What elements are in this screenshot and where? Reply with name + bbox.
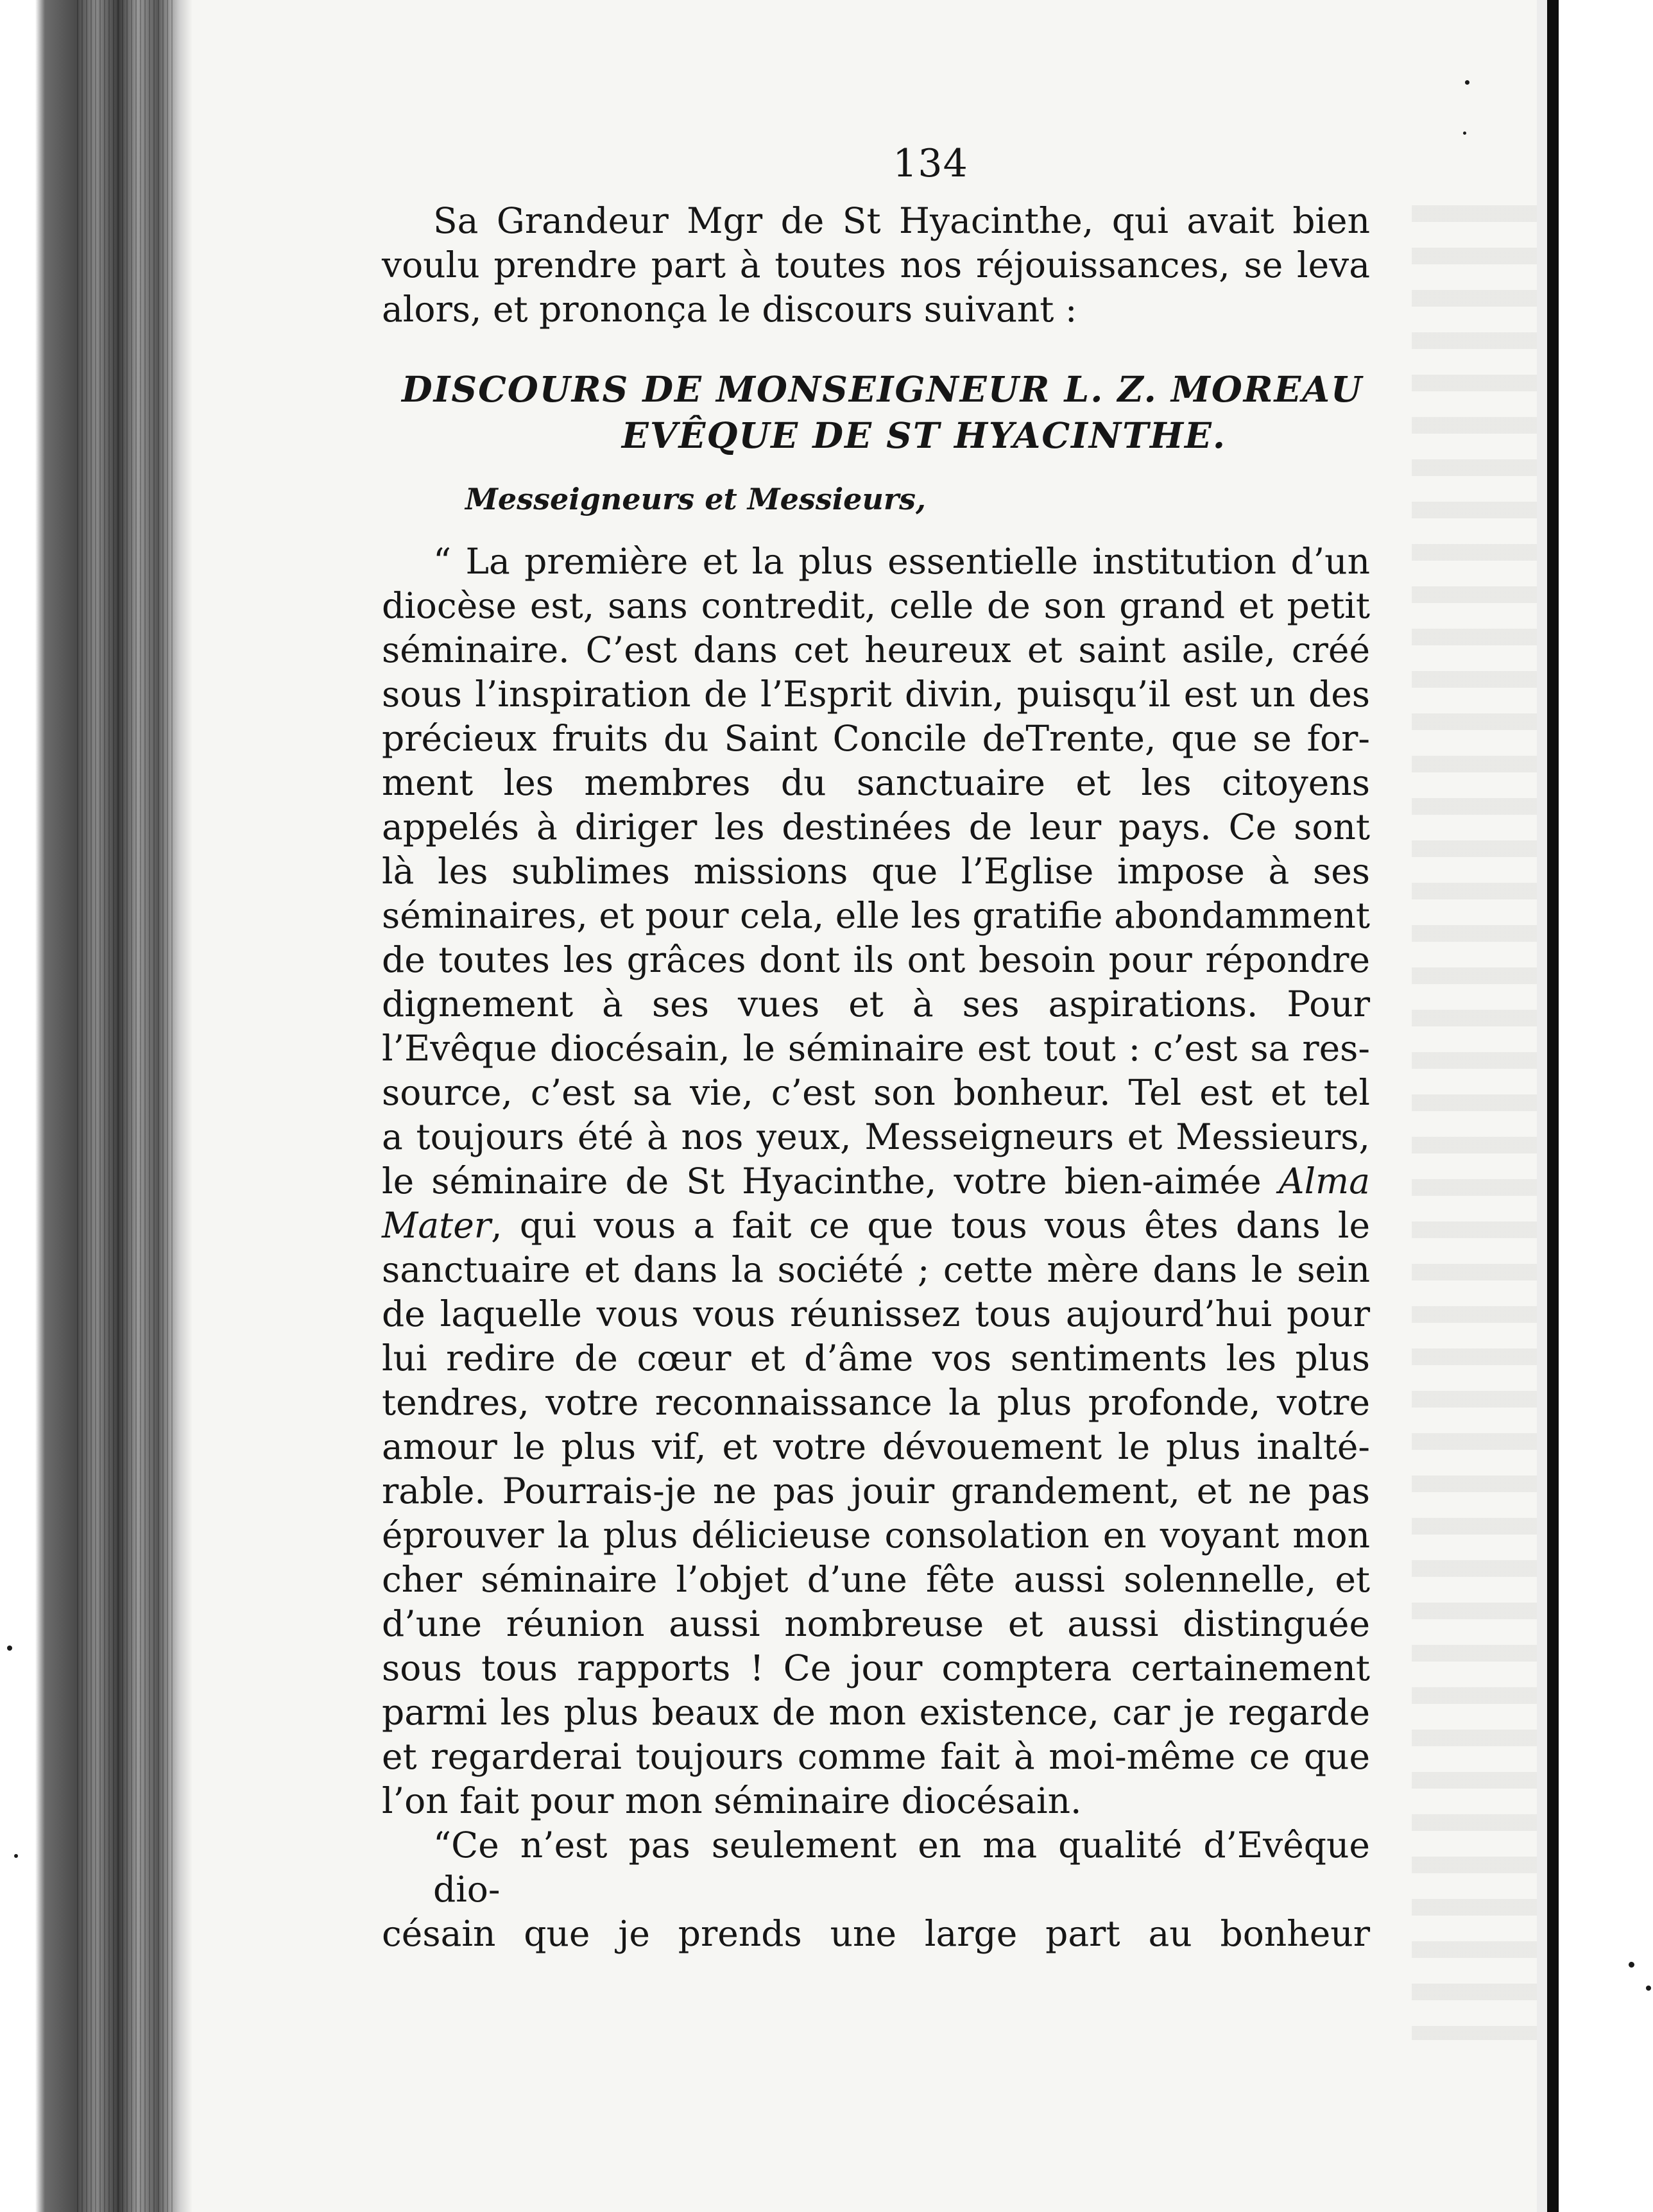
page-number: 134 [893, 141, 968, 186]
dust-speck [14, 1854, 18, 1858]
speech-line: l’on fait pour mon séminaire diocésain. [382, 1780, 1082, 1821]
speech-line: séminaire. C’est dans cet heureux et saint asile, créé [382, 629, 1370, 670]
speech-line: séminaires, et pour cela, elle les gratifie abondamment [382, 895, 1370, 936]
intro-line-3: alors, et prononça le discours suivant : [382, 289, 1077, 330]
mater-line-text: , qui vous a fait ce que tous vous êtes dans le [491, 1205, 1370, 1246]
intro-line-2: voulu prendre part à toutes nos réjouissances, se leva [382, 244, 1370, 285]
right-margin [1559, 0, 1653, 2212]
speech-line: amour le plus vif, et votre dévouement le plus inalté- [382, 1426, 1370, 1467]
alma-italic: Alma [1278, 1161, 1370, 1202]
dust-speck [1646, 1986, 1651, 1991]
dust-speck [1463, 132, 1466, 135]
speech-line: sanctuaire et dans la société ; cette mère dans le sein [382, 1249, 1370, 1290]
speech-heading [382, 366, 1370, 459]
speech-line: tendres, votre reconnaissance la plus profonde, votre [382, 1382, 1370, 1423]
dust-speck [1629, 1962, 1634, 1968]
speech-line: de toutes les grâces dont ils ont besoin pour répondre [382, 939, 1370, 980]
speech-line: dignement à ses vues et à ses aspirations. Pour [382, 983, 1370, 1025]
intro-line-1: Sa Grandeur Mgr de St Hyacinthe, qui avait bien [433, 200, 1370, 241]
speech-line: “ La première et la plus essentielle institution d’un [433, 541, 1370, 582]
text-column [382, 128, 1370, 1989]
mater-italic: Mater [382, 1205, 492, 1246]
right-frame-border [1547, 0, 1559, 2212]
second-paragraph [382, 1823, 1370, 1956]
speech-line-alma [382, 1159, 1370, 1204]
speech-line: parmi les plus beaux de mon existence, car je regarde [382, 1692, 1370, 1733]
speech-line: source, c’est sa vie, c’est son bonheur. Tel est et tel [382, 1072, 1370, 1113]
speech-line: cher séminaire l’objet d’une fête aussi solennelle, et [382, 1559, 1370, 1600]
speech-line: précieux fruits du Saint Concile deTrente, que se for- [382, 718, 1370, 759]
speech-line: a toujours été à nos yeux, Messeigneurs et Messieurs, [382, 1116, 1370, 1157]
speech-line: ment les membres du sanctuaire et les citoyens [382, 762, 1370, 803]
speech-line: là les sublimes missions que l’Eglise impose à ses [382, 851, 1370, 892]
alma-line-text: le séminaire de St Hyacinthe, votre bien-aimée [382, 1161, 1279, 1202]
page-stack-lines [77, 0, 173, 2212]
speech-line: sous l’inspiration de l’Esprit divin, puisqu’il est un des [382, 674, 1370, 715]
final-line-2: césain que je prends une large part au bonheur [382, 1913, 1370, 1954]
heading-line-1: DISCOURS DE MONSEIGNEUR L. Z. MOREAU [401, 368, 1364, 410]
speech-line: lui redire de cœur et d’âme vos sentiments les plus [382, 1338, 1370, 1379]
final-line-1: “Ce n’est pas seulement en ma qualité d’Evêque dio- [433, 1825, 1370, 1910]
speech-line: éprouver la plus délicieuse consolation en voyant mon [382, 1515, 1370, 1556]
right-page-shadow [1537, 0, 1547, 2212]
speech-line: et regarderai toujours comme fait à moi-même ce que [382, 1736, 1370, 1777]
salutation: Messeigneurs et Messieurs, [465, 482, 927, 516]
speech-paragraph [382, 540, 1370, 1823]
dust-speck [7, 1646, 12, 1651]
dust-speck [1465, 80, 1469, 85]
speech-line: d’une réunion aussi nombreuse et aussi distinguée [382, 1603, 1370, 1644]
speech-line: diocèse est, sans contredit, celle de son grand et petit [382, 585, 1370, 626]
intro-paragraph [382, 199, 1370, 332]
speech-line: rable. Pourrais-je ne pas jouir grandement, et ne pas [382, 1470, 1370, 1511]
speech-line: de laquelle vous vous réunissez tous aujourd’hui pour [382, 1293, 1370, 1334]
speech-line: l’Evêque diocésain, le séminaire est tout : c’est sa res- [382, 1028, 1370, 1069]
speech-line: sous tous rapports ! Ce jour comptera certainement [382, 1647, 1370, 1689]
speech-line: appelés à diriger les destinées de leur pays. Ce sont [382, 806, 1370, 847]
heading-line-2: EVÊQUE DE ST HYACINTHE. [621, 414, 1227, 456]
show-through-text [1412, 180, 1540, 2040]
speech-line-mater [382, 1204, 1370, 1248]
